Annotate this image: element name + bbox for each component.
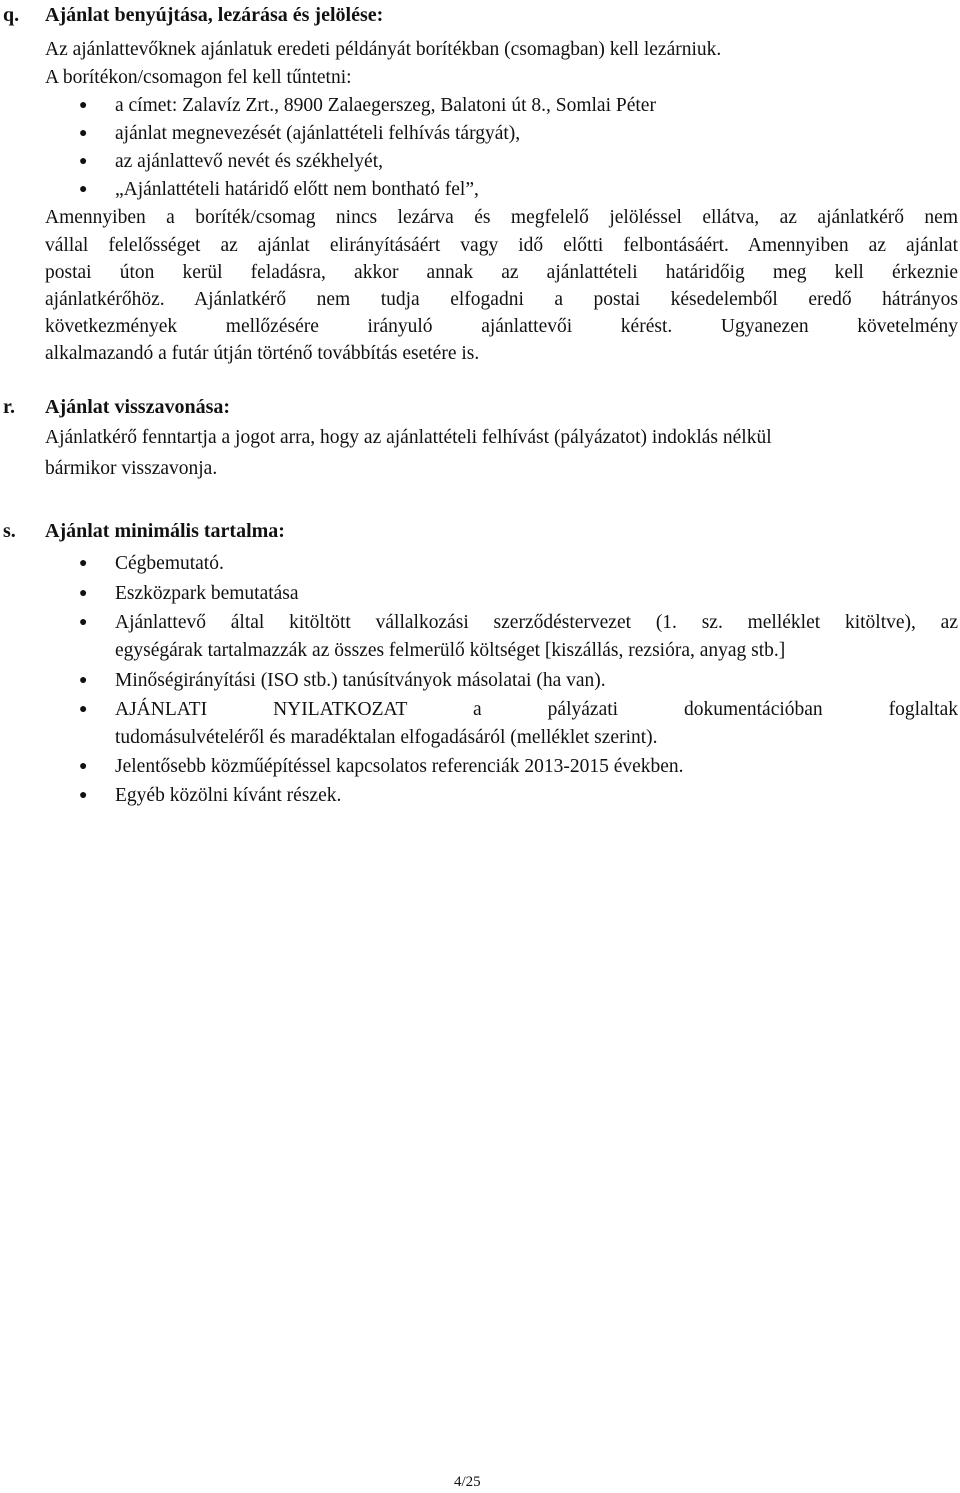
list-item: Jelentősebb közműépítéssel kapcsolatos referenciák 2013-2015 években.	[115, 756, 684, 777]
list-item: az ajánlattevő nevét és székhelyét,	[115, 151, 383, 172]
section-letter: s.	[3, 520, 16, 542]
bullet-dot-icon: ●	[79, 673, 88, 688]
section-title: Ajánlat minimális tartalma:	[45, 520, 285, 542]
bullet-dot-icon: ●	[79, 182, 88, 197]
list-item: ajánlat megnevezését (ajánlattételi felhívás tárgyát),	[115, 123, 521, 144]
paragraph-line: következmények mellőzésére irányuló ajánlattevői kérést. Ugyanezen követelmény	[45, 316, 958, 337]
list-item: Cégbemutató.	[115, 553, 224, 574]
list-item: Ajánlattevő által kitöltött vállalkozási szerződéstervezet (1. sz. melléklet kitöltve), az	[115, 612, 958, 633]
bullet-dot-icon: ●	[79, 556, 88, 571]
list-item: a címet: Zalavíz Zrt., 8900 Zalaegerszeg, Balatoni út 8., Somlai Péter	[115, 95, 656, 116]
list-item-continuation: egységárak tartalmazzák az összes felmerülő költséget [kiszállás, rezsióra, anyag stb.]	[115, 640, 786, 661]
intro-line: A borítékon/csomagon fel kell tűntetni:	[45, 67, 352, 88]
paragraph-line: Amennyiben a boríték/csomag nincs lezárva és megfelelő jelöléssel ellátva, az ajánlatkérő nem	[45, 207, 958, 228]
bullet-dot-icon: ●	[79, 586, 88, 601]
paragraph-line: Ajánlatkérő fenntartja a jogot arra, hogy az ajánlattételi felhívást (pályázatot) indoklás nélkül	[45, 427, 772, 448]
bullet-dot-icon: ●	[79, 788, 88, 803]
section-title: Ajánlat visszavonása:	[45, 396, 231, 418]
paragraph-line: ajánlatkérőhöz. Ajánlatkérő nem tudja elfogadni a postai késedelemből eredő hátrányos	[45, 289, 958, 310]
list-item: Egyéb közölni kívánt részek.	[115, 785, 342, 806]
paragraph-line: alkalmazandó a futár útján történő továbbítás esetére is.	[45, 343, 480, 364]
list-item: Eszközpark bemutatása	[115, 583, 299, 604]
bullet-dot-icon: ●	[79, 759, 88, 774]
bullet-dot-icon: ●	[79, 98, 88, 113]
intro-line: Az ajánlattevőknek ajánlatuk eredeti példányát borítékban (csomagban) kell lezárniuk.	[45, 39, 722, 60]
bullet-dot-icon: ●	[79, 615, 88, 630]
list-item: „Ajánlattételi határidő előtt nem bontható fel”,	[115, 179, 479, 200]
section-letter: r.	[3, 396, 16, 418]
bullet-dot-icon: ●	[79, 702, 88, 717]
paragraph-line: postai úton kerül feladásra, akkor annak az ajánlattételi határidőig meg kell érkeznie	[45, 262, 958, 283]
paragraph-line: vállal felelősséget az ajánlat elirányításáért vagy idő előtti felbontásáért. Amennyiben az ajánlat	[45, 235, 958, 256]
list-item: AJÁNLATI NYILATKOZAT a pályázati dokumentációban foglaltak	[115, 699, 958, 720]
page-number: 4/25	[454, 1474, 481, 1490]
section-title: Ajánlat benyújtása, lezárása és jelölése:	[45, 4, 384, 26]
list-item-continuation: tudomásulvételéről és maradéktalan elfogadásáról (melléklet szerint).	[115, 727, 658, 748]
paragraph-line: bármikor visszavonja.	[45, 458, 218, 479]
section-letter: q.	[3, 4, 20, 26]
bullet-dot-icon: ●	[79, 154, 88, 169]
list-item: Minőségirányítási (ISO stb.) tanúsítványok másolatai (ha van).	[115, 670, 606, 691]
bullet-dot-icon: ●	[79, 126, 88, 141]
